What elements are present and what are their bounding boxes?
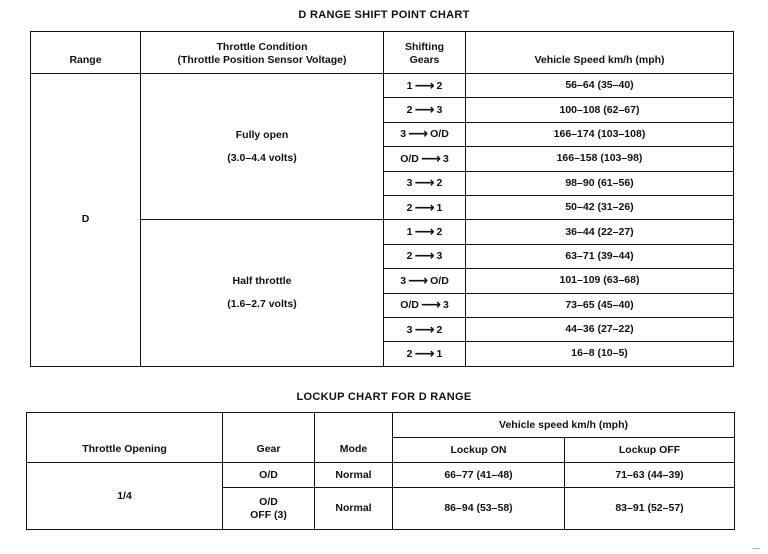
gear-from: 2 [406,201,413,214]
vehicle-speed-cell [466,74,734,98]
vehicle-speed-cell [466,269,734,293]
range-value: D [81,213,90,226]
shifting-gears-cell [384,244,466,268]
gear-from: 3 [406,177,413,190]
shifting-gears-cell [384,342,466,366]
shifting-gears-cell [384,98,466,122]
gear-cell [223,488,315,530]
vehicle-speed-cell [466,122,734,146]
gear-from: 2 [406,347,413,360]
throttle-condition: Half throttle [232,275,292,288]
vehicle-speed-label: Vehicle speed km/h (mph) [499,418,628,431]
right-arrow-icon: ⟶ [414,198,435,215]
vehicle-speed-cell [466,342,734,366]
vehicle-speed-value: 166–174 (103–108) [553,127,646,140]
mode-cell [315,488,393,530]
lockup-chart-title: LOCKUP CHART FOR D RANGE [296,391,472,403]
lockup-off-header [565,438,735,463]
gear-to: 2 [436,323,443,336]
lockup-off-label: Lockup OFF [618,443,681,456]
lockup-off-cell [565,463,735,488]
vehicle-speed-cell [466,293,734,317]
right-arrow-icon: ⟶ [420,296,441,313]
throttle-header-line2: (Throttle Position Sensor Voltage) [177,54,347,66]
vehicle-speed-value: 98–90 (61–56) [565,176,634,189]
lockup-on-cell [393,463,565,488]
throttle-voltage: (1.6–2.7 volts) [227,298,297,311]
right-arrow-icon: ⟶ [414,101,435,118]
throttle-header-line1: Throttle Condition [216,41,308,53]
lockup-off-cell [565,488,735,530]
throttle-opening-cell [27,463,223,530]
gear-to: 3 [436,250,443,263]
gear-header [223,413,315,463]
gear-to: 2 [436,177,443,190]
shifting-gears-cell [384,317,466,341]
throttle-opening-label: Throttle Opening [82,443,167,455]
gear-to: 1 [436,347,443,360]
throttle-opening-value: 1/4 [117,489,132,502]
vehicle-speed-value: 36–44 (22–27) [565,225,634,238]
lockup-on-value: 66–77 (41–48) [444,468,513,481]
throttle-header [141,32,384,74]
shifting-gears-cell [384,147,466,171]
right-arrow-icon: ⟶ [414,76,435,93]
shift-point-table [30,31,734,367]
shifting-gears-cell [384,293,466,317]
gear-from: 3 [406,323,413,336]
vehicle-speed-cell [466,220,734,244]
vehicle-speed-value: 166–158 (103–98) [556,152,643,165]
vehicle-speed-cell [466,317,734,341]
speed-header-label: Vehicle Speed km/h (mph) [534,54,665,66]
right-arrow-icon: ⟶ [420,149,441,166]
mode-value: Normal [335,502,372,514]
gear-to: 2 [436,79,443,92]
vehicle-speed-cell [466,171,734,195]
shifting-gears-cell [384,74,466,98]
vehicle-speed-value: 63–71 (39–44) [565,249,634,262]
gear-from: 1 [406,79,413,92]
vehicle-speed-cell [466,147,734,171]
shifting-gears-cell [384,195,466,219]
shifting-gears-cell [384,269,466,293]
gear-from: 3 [400,274,407,287]
vehicle-speed-value: 50–42 (31–26) [565,201,634,214]
gear-to: O/D [430,274,449,287]
throttle-opening-header [27,413,223,463]
gears-header-line2: Gears [409,54,440,66]
shift-chart-title: D RANGE SHIFT POINT CHART [298,9,470,21]
lockup-on-header [393,438,565,463]
throttle-condition: Fully open [235,128,289,141]
vehicle-speed-value: 100–108 (62–67) [559,103,640,116]
shift-header-row [31,32,734,74]
gear-value: O/D [259,468,278,481]
lockup-on-cell [393,488,565,530]
lockup-off-value: 71–63 (44–39) [615,468,684,481]
throttle-condition-cell [141,220,384,366]
right-arrow-icon: ⟶ [408,125,429,142]
gear-to: 1 [436,201,443,214]
vehicle-speed-value: 44–36 (27–22) [565,323,634,336]
mode-value: Normal [335,468,372,481]
gears-header [384,32,466,74]
vehicle-speed-header [393,413,735,438]
vehicle-speed-value: 101–109 (63–68) [559,274,640,287]
gear-value: O/D [259,495,278,508]
throttle-voltage: (3.0–4.4 volts) [227,151,297,164]
vehicle-speed-value: 56–64 (35–40) [565,79,634,92]
gear-to: 3 [442,299,449,312]
vehicle-speed-value: 16–8 (10–5) [571,347,628,360]
throttle-condition-cell [141,74,384,220]
gear-from: 2 [406,250,413,263]
vehicle-speed-value: 73–65 (45–40) [565,298,634,311]
mode-header [315,413,393,463]
mode-cell [315,463,393,488]
lockup-table [26,412,735,530]
lockup-row [27,463,735,488]
gear-to: 3 [442,152,449,165]
right-arrow-icon: ⟶ [414,223,435,240]
gear-cell [223,463,315,488]
right-arrow-icon: ⟶ [414,320,435,337]
gear-to: 2 [436,226,443,239]
vehicle-speed-cell [466,244,734,268]
shifting-gears-cell [384,171,466,195]
gears-header-line1: Shifting [404,41,445,53]
gear-from: 3 [400,128,407,141]
range-cell [31,74,141,367]
shift-row [31,74,734,98]
gear-to: 3 [436,104,443,117]
right-arrow-icon: ⟶ [414,344,435,361]
page-footer-mark: — [753,545,760,552]
right-arrow-icon: ⟶ [414,247,435,264]
shifting-gears-cell [384,220,466,244]
lockup-header-row-1 [27,413,735,438]
mode-header-label: Mode [339,443,368,455]
gear-from: O/D [400,299,419,312]
shifting-gears-cell [384,122,466,146]
right-arrow-icon: ⟶ [408,271,429,288]
vehicle-speed-cell [466,98,734,122]
vehicle-speed-cell [466,195,734,219]
lockup-on-label: Lockup ON [450,443,507,456]
range-header-label: Range [69,54,102,66]
gear-from: 1 [406,226,413,239]
gear-from: 2 [406,104,413,117]
right-arrow-icon: ⟶ [414,174,435,191]
lockup-off-value: 83–91 (52–57) [615,502,684,514]
gear-header-label: Gear [256,443,281,455]
gear-to: O/D [430,128,449,141]
range-header [31,32,141,74]
gear-value-line2: OFF (3) [250,508,287,521]
lockup-on-value: 86–94 (53–58) [444,502,513,514]
speed-header [466,32,734,74]
gear-from: O/D [400,152,419,165]
